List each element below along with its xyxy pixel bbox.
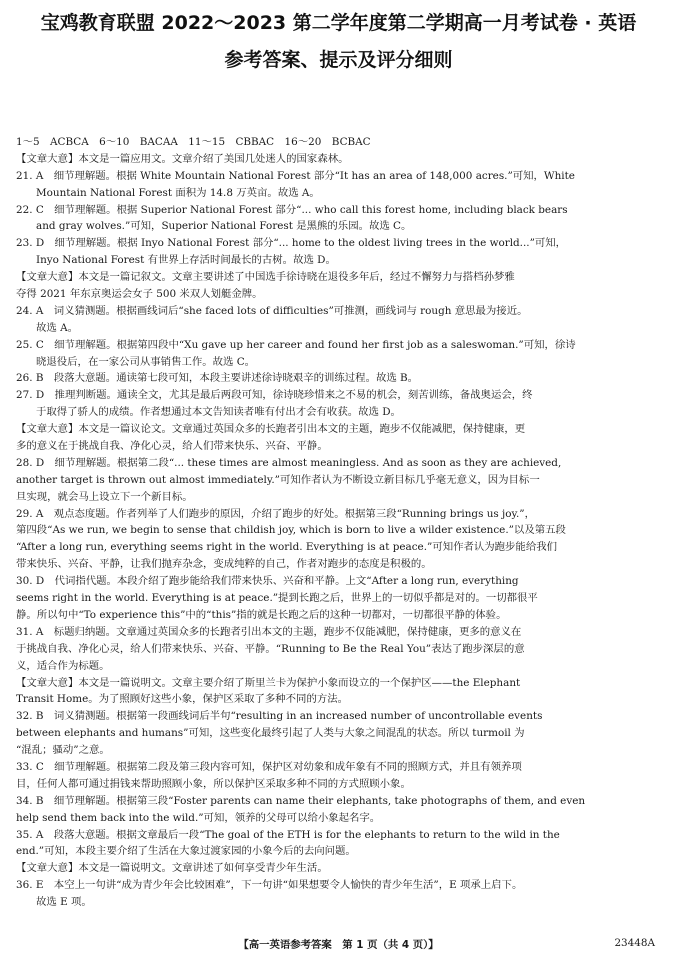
text-line: 33. C 细节理解题。根据第二段及第三段内容可知，保护区对幼象和成年象有不同的照顾方式，并且有领养项 [16, 760, 522, 773]
text-line: Transit Home。为了照顾好这些小象，保护区采取了多种不同的方法。 [16, 693, 349, 706]
text-line: 晓退役后，在一家公司从事销售工作。故选 C。 [36, 355, 256, 368]
text-line: 带来快乐、兴奋、平静，让我们抛弃杂念，变成纯粹的自己，作者对跑步的态度是积极的。 [16, 558, 432, 571]
text-line: end.”可知，本段主要介绍了生活在大象过渡家园的小象今后的去向问题。 [16, 845, 356, 858]
text-line: 【文章大意】本文是一篇说明文。文章讲述了如何享受青少年生活。 [16, 862, 328, 875]
text-line: 旦实现，就会马上设立下一个新目标。 [16, 490, 193, 503]
text-line: 34. B 细节理解题。根据第三段“Foster parents can name their elephants, take photographs of them, and even [16, 794, 586, 807]
text-line: 36. E 本空上一句讲“成为青少年会比较困难”，下一句讲“如果想要令人愉快的青少年生活”，E 项承上启下。 [16, 879, 523, 892]
text-line: 27. D 推理判断题。通读全文，尤其是最后两段可知，徐诗晓珍惜来之不易的机会，刻苦训练，备战奥运会，终 [16, 389, 533, 402]
text-line: help send them back into the wild.”可知，领养的父母可以给小象起名字。 [16, 811, 381, 824]
text-line: 22. C 细节理解题。根据 Superior National Forest 部分“... who call this forest home, including black bears [16, 203, 568, 216]
text-line: Mountain National Forest 面积为 14.8 万英亩。故选 A。 [36, 186, 320, 199]
text-line: 义，适合作为标题。 [16, 659, 110, 672]
text-line: 于取得了骄人的成绩。作者想通过本文告知读者唯有付出才会有收获。故选 D。 [36, 406, 401, 419]
text-line: 于挑战自我、净化心灵，给人们带来快乐、兴奋、平静。“Running to Be the Real You”表达了跑步深层的意 [16, 642, 525, 655]
text-line: 26. B 段落大意题。通读第七段可知，本段主要讲述徐诗晓艰辛的训练过程。故选 B。 [16, 372, 419, 385]
text-line: 静。所以句中“To experience this”中的“this”指的就是长跑之后的这种一切都对，一切都很平静的体验。 [16, 608, 507, 621]
text-line: 【文章大意】本文是一篇议论文。文章通过英国众多的长跑者引出本文的主题，跑步不仅能减肥，保持健康，更 [16, 423, 526, 436]
answer-key-line: 1～5 ACBCA 6～10 BACAA 11～15 CBBAC 16～20 BCBAC [16, 136, 371, 148]
text-line: another target is thrown out almost immediately.”可知作者认为不断设立新目标几乎毫无意义，因为目标一 [16, 473, 540, 486]
text-line: 夺得 2021 年东京奥运会女子 500 米双人划艇金牌。 [16, 288, 263, 301]
text-line: 【文章大意】本文是一篇记叙文。文章主要讲述了中国选手徐诗晓在退役多年后，经过不懈努力与搭档孙梦雅 [16, 271, 515, 284]
text-line: 24. A 词义猜测题。根据画线词后“she faced lots of difficulties”可推测，画线词与 rough 意思最为接近。 [16, 304, 528, 317]
text-line: between elephants and humans”可知，这些变化最终引起了人类与大象之间混乱的状态。所以 turmoil 为 [16, 727, 525, 740]
text-line: 【文章大意】本文是一篇说明文。文章主要介绍了斯里兰卡为保护小象而设立的一个保护区——the Elephant [16, 676, 521, 689]
text-line: 故选 A。 [36, 321, 78, 334]
text-line: 25. C 细节理解题。根据第四段中“Xu gave up her career and found her first job as a saleswoman.”可知，徐诗 [16, 338, 576, 351]
answer-body [16, 134, 661, 911]
text-line: seems right in the world. Everything is at peace.”提到长跑之后，世界上的一切似乎都是对的。一切都很平 [16, 592, 538, 605]
text-line: 21. A 细节理解题。根据 White Mountain National Forest 部分“It has an area of 148,000 acres.”可知，White [16, 169, 575, 182]
document-title: 宝鸡教育联盟 2022～2023 第二学年度第二学期高一月考试卷 · 英语 [40, 12, 637, 34]
text-line: 多的意义在于挑战自我、净化心灵，给人们带来快乐、兴奋、平静。 [16, 440, 328, 453]
text-line: 第四段“As we run, we begin to sense that childish joy, which is born to live a wilder existence.”以及第五段 [16, 524, 566, 537]
text-line: 30. D 代词指代题。本段介绍了跑步能给我们带来快乐、兴奋和平静。上文“After a long run, everything [16, 575, 519, 588]
text-line: 23. D 细节理解题。根据 Inyo National Forest 部分“... home to the oldest living trees in the world...”可知， [16, 237, 567, 250]
text-line: 目，任何人都可通过捐钱来帮助照顾小象，所以保护区采取多种不同的方式照顾小象。 [16, 777, 411, 790]
page-footer: 【高一英语参考答案 第 1 页（共 4 页）】 [238, 939, 439, 951]
text-line: “After a long run, everything seems right in the world. Everything is at peace.”可知作者认为跑步能给我们 [16, 541, 557, 554]
text-line: 35. A 段落大意题。根据文章最后一段“The goal of the ETH is for the elephants to return to the wild in the [16, 828, 560, 841]
text-line: 29. A 观点态度题。作者列举了人们跑步的原因，介绍了跑步的好处。根据第三段“Running brings us joy.”， [16, 507, 536, 520]
text-line: 31. A 标题归纳题。文章通过英国众多的长跑者引出本文的主题，跑步不仅能减肥，保持健康，更多的意义在 [16, 625, 522, 638]
text-line: 32. B 词义猜测题。根据第一段画线词后半句“resulting in an increased number of uncontrollable events [16, 710, 543, 723]
text-line: and gray wolves.”可知，Superior National Forest 是黑熊的乐园。故选 C。 [36, 220, 412, 233]
document-subtitle: 参考答案、提示及评分细则 [224, 49, 453, 71]
text-line: 【文章大意】本文是一篇应用文。文章介绍了美国几处迷人的国家森林。 [16, 152, 349, 165]
text-line: “混乱；骚动”之意。 [16, 744, 110, 757]
text-line: Inyo National Forest 有世界上存活时间最长的古树。故选 D。 [36, 254, 336, 267]
text-line: 故选 E 项。 [36, 896, 92, 909]
document-code: 23448A [614, 937, 655, 949]
text-line: 28. D 细节理解题。根据第二段“... these times are almost meaningless. And as soon as they are achieved, [16, 456, 562, 469]
